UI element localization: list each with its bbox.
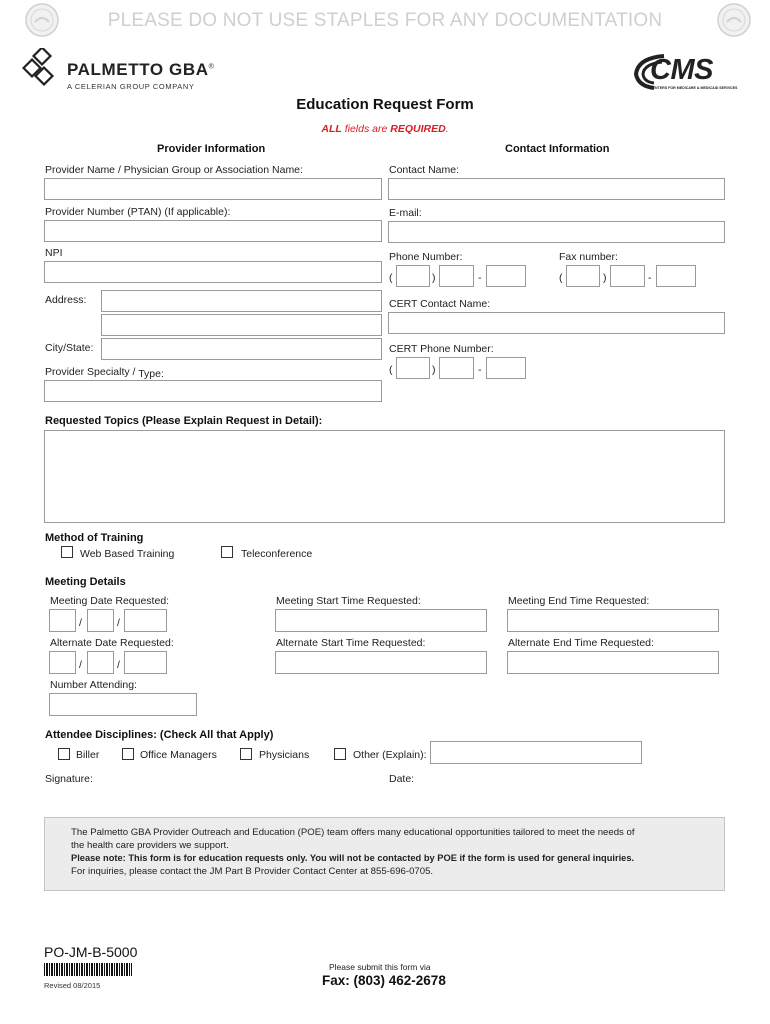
- cert-phone-line-input[interactable]: [486, 357, 526, 379]
- date-label: Date:: [389, 773, 415, 785]
- phone-line-input[interactable]: [486, 265, 526, 287]
- web-based-training-label: Web Based Training: [80, 548, 175, 560]
- phone-close-paren: ): [432, 272, 436, 284]
- cert-phone-prefix-input[interactable]: [439, 357, 474, 379]
- attendee-disciplines-heading: Attendee Disciplines: (Check All that Apply): [45, 729, 274, 741]
- web-based-training-checkbox[interactable]: [61, 546, 73, 558]
- provider-specialty-label: Provider Specialty / Type:: [45, 366, 164, 380]
- cert-phone-close-paren: ): [432, 364, 436, 376]
- email-input[interactable]: [388, 221, 725, 243]
- meeting-details-heading: Meeting Details: [45, 576, 126, 588]
- provider-specialty-input[interactable]: [44, 380, 382, 402]
- requested-topics-label: Requested Topics (Please Explain Request in Detail):: [45, 415, 323, 427]
- office-managers-checkbox[interactable]: [122, 748, 134, 760]
- fax-line-input[interactable]: [656, 265, 696, 287]
- cms-logo-tagline: CENTERS FOR MEDICARE & MEDICAID SERVICES: [650, 86, 738, 90]
- palmetto-logo-name: PALMETTO GBA®: [67, 60, 215, 79]
- palmetto-logo-tagline: A CELERIAN GROUP COMPANY: [67, 82, 195, 91]
- meeting-date-day-input[interactable]: [87, 609, 114, 632]
- city-state-input[interactable]: [101, 338, 382, 360]
- method-of-training-heading: Method of Training: [45, 532, 144, 544]
- cert-phone-dash: -: [478, 364, 482, 376]
- alternate-end-label: Alternate End Time Requested:: [508, 637, 654, 649]
- fax-close-paren: ): [603, 272, 607, 284]
- signature-label: Signature:: [45, 773, 93, 785]
- physicians-label: Physicians: [259, 749, 310, 761]
- physicians-checkbox[interactable]: [240, 748, 252, 760]
- meeting-date-label: Meeting Date Requested:: [50, 595, 170, 607]
- requested-topics-textarea[interactable]: [44, 430, 725, 523]
- teleconference-label: Teleconference: [241, 548, 313, 560]
- phone-prefix-input[interactable]: [439, 265, 474, 287]
- phone-open-paren: (: [389, 272, 393, 284]
- other-checkbox[interactable]: [334, 748, 346, 760]
- info-line-2: the health care providers we support.: [71, 840, 229, 851]
- ptan-label: Provider Number (PTAN) (If applicable):: [45, 206, 231, 218]
- alternate-start-input[interactable]: [275, 651, 487, 674]
- meeting-date-year-input[interactable]: [124, 609, 167, 632]
- fax-open-paren: (: [559, 272, 563, 284]
- other-explain-input[interactable]: [430, 741, 642, 764]
- number-attending-input[interactable]: [49, 693, 197, 716]
- alternate-date-slash-2: /: [117, 659, 120, 671]
- cms-logo-text: CMS: [650, 54, 713, 86]
- meeting-date-slash-2: /: [117, 617, 120, 629]
- revised-date: Revised 08/2015: [44, 981, 101, 990]
- submit-text: Please submit this form via: [329, 962, 431, 972]
- teleconference-checkbox[interactable]: [221, 546, 233, 558]
- contact-name-label: Contact Name:: [389, 164, 460, 176]
- npi-input[interactable]: [44, 261, 382, 283]
- email-label: E-mail:: [389, 207, 422, 219]
- biller-checkbox[interactable]: [58, 748, 70, 760]
- npi-label: NPI: [45, 247, 63, 259]
- fax-label: Fax number:: [559, 251, 618, 263]
- alternate-date-label: Alternate Date Requested:: [50, 637, 174, 649]
- alternate-date-day-input[interactable]: [87, 651, 114, 674]
- phone-dash: -: [478, 272, 482, 284]
- alternate-date-year-input[interactable]: [124, 651, 167, 674]
- fax-area-code-input[interactable]: [566, 265, 600, 287]
- other-label: Other (Explain):: [353, 749, 427, 761]
- meeting-end-input[interactable]: [507, 609, 719, 632]
- provider-info-heading: Provider Information: [157, 143, 266, 155]
- form-title: Education Request Form: [296, 96, 474, 113]
- meeting-end-label: Meeting End Time Requested:: [508, 595, 650, 607]
- form-id: PO-JM-B-5000: [44, 944, 138, 960]
- meeting-start-input[interactable]: [275, 609, 487, 632]
- address-line1-input[interactable]: [101, 290, 382, 312]
- number-attending-label: Number Attending:: [50, 679, 137, 691]
- meeting-date-slash-1: /: [79, 617, 82, 629]
- info-line-3: Please note: This form is for education requests only. You will not be contacted by POE if the form is used for general inquiries.: [71, 853, 635, 863]
- alternate-date-slash-1: /: [79, 659, 82, 671]
- info-box: [44, 817, 725, 891]
- ptan-input[interactable]: [44, 220, 382, 242]
- provider-name-input[interactable]: [44, 178, 382, 200]
- address-line2-input[interactable]: [101, 314, 382, 336]
- fax-dash: -: [648, 272, 652, 284]
- address-label: Address:: [45, 294, 87, 306]
- biller-label: Biller: [76, 749, 100, 761]
- alternate-date-month-input[interactable]: [49, 651, 76, 674]
- cms-logo: [630, 52, 748, 96]
- phone-area-code-input[interactable]: [396, 265, 430, 287]
- provider-name-label: Provider Name / Physician Group or Association Name:: [45, 164, 303, 176]
- cert-phone-open-paren: (: [389, 364, 393, 376]
- meeting-date-month-input[interactable]: [49, 609, 76, 632]
- cert-contact-name-label: CERT Contact Name:: [389, 298, 491, 310]
- meeting-start-label: Meeting Start Time Requested:: [276, 595, 421, 607]
- fax-number: Fax: (803) 462-2678: [322, 973, 446, 988]
- cert-phone-area-code-input[interactable]: [396, 357, 430, 379]
- city-state-label: City/State:: [45, 342, 94, 354]
- palmetto-logo-icon: [22, 48, 62, 90]
- cert-phone-label: CERT Phone Number:: [389, 343, 494, 355]
- barcode: [44, 963, 132, 976]
- info-line-1: The Palmetto GBA Provider Outreach and Education (POE) team offers many educational opportunities tailored to meet the needs of: [71, 827, 635, 838]
- staples-banner: PLEASE DO NOT USE STAPLES FOR ANY DOCUMENTATION: [107, 10, 663, 31]
- cert-contact-name-input[interactable]: [388, 312, 725, 334]
- required-note: ALL fields are REQUIRED.: [321, 123, 449, 135]
- office-managers-label: Office Managers: [140, 749, 217, 761]
- alternate-start-label: Alternate Start Time Requested:: [276, 637, 426, 649]
- phone-label: Phone Number:: [389, 251, 463, 263]
- alternate-end-input[interactable]: [507, 651, 719, 674]
- contact-info-heading: Contact Information: [505, 143, 610, 155]
- contact-name-input[interactable]: [388, 178, 725, 200]
- fax-prefix-input[interactable]: [610, 265, 645, 287]
- info-line-4: For inquiries, please contact the JM Part B Provider Contact Center at 855-696-0705.: [71, 866, 434, 877]
